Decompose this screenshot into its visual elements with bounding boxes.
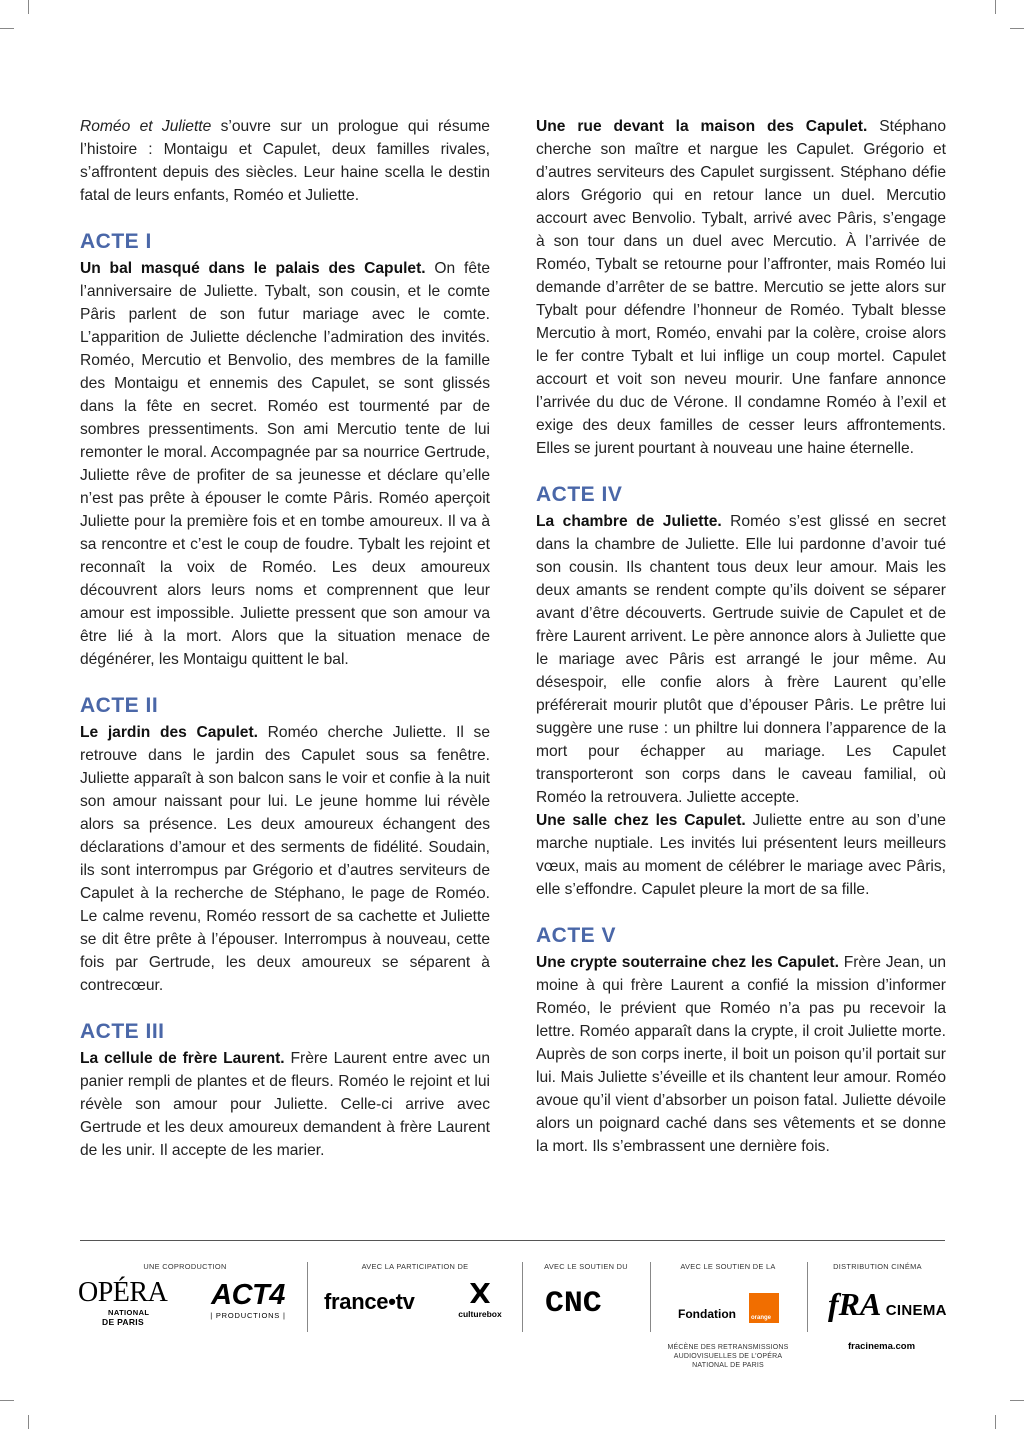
act4-logo — [203, 1280, 293, 1328]
crop-mark — [1010, 28, 1024, 29]
crop-mark — [0, 28, 14, 29]
culturebox-text: culturebox — [458, 1309, 502, 1319]
opera-logo-text: OPÉRA — [78, 1277, 168, 1308]
fra-text: fRA — [828, 1286, 882, 1322]
footer-rule — [80, 1240, 945, 1241]
act-2-scene-1 — [80, 721, 490, 997]
crop-mark — [0, 1400, 14, 1401]
scene-heading: La cellule de frère Laurent. — [80, 1050, 285, 1067]
crop-mark — [28, 1415, 29, 1429]
opera-logo-sub2: DE PARIS — [102, 1317, 144, 1327]
act4-logo-text: ACT4 — [211, 1279, 285, 1311]
culturebox-icon — [467, 1282, 493, 1304]
coproduction-label: UNE COPRODUCTION — [143, 1262, 227, 1271]
scene-text: Roméo cherche Juliette. Il se retrouve dans le jardin des Capulet sous sa fenêtre. Juliette apparaît à son balcon sans le voir et confie à la nuit son amour naissant pour lui. Le jeune homme lui révèle alors sa présence. Les deux amoureux échangent des déclarations d’amour et des serments de fidélité. Soudain, ils sont interrompus par Grégorio et d’autres serviteurs de Capulet à la recherche de Stéphano, le page de Roméo. Le calme revenu, Roméo ressort de sa cachette et Juliette se dit être prête à l’épouser. Interrompus à nouveau, cette fois par Gertrude, les deux amoureux se séparent à contrecœur. — [80, 724, 490, 994]
opera-logo-sub1: NATIONAL — [108, 1308, 150, 1317]
scene-text: Roméo s’est glissé en secret dans la chambre de Juliette. Elle lui pardonne d’avoir tué son cousin. Ils chantent tous deux leur amour. Mais les deux amants se rendent compte qu’ils doivent se séparer avant d’être découverts. Gertrude suivie de Capulet et de frère Laurent arrivent. Le père annonce alors à Juliette que le mariage avec Pâris est arrangé le jour même. Au désespoir, elle confie alors à frère Laurent qu’elle préférerait mourir plutôt que d’épouser Pâris. Le prêtre lui suggère une ruse : un philtre lui donnera l’apparence de la mort pour échapper au mariage. Les Capulet transporteront son corps dans le caveau familial, où Roméo la retrouvera. Juliette accepte. — [536, 513, 946, 806]
act-3-scene-1 — [80, 1047, 490, 1162]
scene-heading: Une salle chez les Capulet. — [536, 812, 746, 829]
francetv-logo: france•tv — [324, 1289, 415, 1314]
intro-title: Roméo et Juliette — [80, 118, 212, 135]
orange-text: orange — [751, 1315, 772, 1321]
act-5-title: ACTE V — [536, 924, 617, 947]
act-2-title: ACTE II — [80, 694, 159, 717]
fondation-orange-logo — [678, 1293, 782, 1323]
act-4-scene-1 — [536, 510, 946, 809]
opera-logo — [78, 1278, 182, 1330]
act4-logo-sub: | PRODUCTIONS | — [210, 1311, 286, 1320]
soutien-de-la-label: AVEC LE SOUTIEN DE LA — [680, 1262, 776, 1271]
cinema-text: CINEMA — [885, 1302, 947, 1319]
act-4-title: ACTE IV — [536, 483, 623, 506]
crop-mark — [28, 0, 29, 14]
intro-paragraph — [80, 115, 490, 207]
act-1-scene-1 — [80, 257, 490, 671]
cnc-logo — [545, 1287, 627, 1321]
distribution-label: DISTRIBUTION CINÉMA — [833, 1262, 922, 1271]
cnc-logo-text: CNC — [545, 1287, 602, 1321]
scene-heading: La chambre de Juliette. — [536, 513, 722, 530]
intro-text: s’ouvre sur un prologue qui résume l’histoire : Montaigu et Capulet, deux familles rivales, s’affrontent depuis des siècles. Leur haine scella le destin fatal de leurs enfants, Roméo et Juliette. — [80, 118, 490, 204]
footer-divider — [650, 1262, 651, 1332]
scene-text: Frère Jean, un moine à qui frère Laurent a confié la mission d’informer Roméo, le prévient que Roméo n’a pas pu recevoir la lettre. Roméo apparaît dans la crypte, il croit Juliette morte. Auprès de son corps inerte, il boit un poison qu’il portait sur lui. Mais Juliette s’éveille et ils chantent leur amour. Roméo avoue qu’il vient d’absorber un poison fatal. Juliette dévoile alors un poignard caché dans ses vêtements et se donne la mort. Ils s’embrassent une dernière fois. — [536, 954, 946, 1155]
fondation-description: MÉCÈNE DES RETRANSMISSIONS AUDIOVISUELLES DE L’OPÉRA NATIONAL DE PARIS — [667, 1344, 789, 1369]
fra-cinema-logo — [828, 1286, 948, 1326]
scene-heading: Une crypte souterraine chez les Capulet. — [536, 954, 839, 971]
scene-text: On fête l’anniversaire de Juliette. Tybalt, son cousin, et le comte Pâris parlent de son futur mariage avec le comte. L’apparition de Juliette déclenche l’admiration des invités. Roméo, Mercutio et Benvolio, des membres de la famille des Montaigu et ennemis des Capulet, se sont glissés dans la fête en secret. Roméo est tourmenté par de sombres pressentiments. Son ami Mercutio tente de lui remonter le moral. Accompagnée par sa nourrice Gertrude, Juliette rêve de profiter de sa jeunesse et déclare qu’elle n’est pas prête à épouser le comte Pâris. Roméo aperçoit Juliette pour la première fois et en tombe amoureux. Il va à sa rencontre et c’est le coup de foudre. Tybalt les rejoint et reconnaît la voix de Roméo. Les deux amoureux découvrent alors leurs noms et comprennent que leur amour est impossible. Juliette pressent que son amour va être lié à la mort. Alors que la situation menace de dégénérer, les Montaigu quittent le bal. — [80, 260, 490, 668]
left-column — [80, 115, 490, 1162]
scene-text: Frère Laurent entre avec un panier rempli de plantes et de fleurs. Roméo le rejoint et lui révèle son amour pour Juliette. Celle-ci arrive avec Gertrude et les deux amoureux demandent à frère Laurent de les unir. Il accepte de les marier. — [80, 1050, 490, 1159]
footer-divider — [522, 1262, 523, 1332]
act-4-scene-2 — [536, 809, 946, 901]
soutien-du-label: AVEC LE SOUTIEN DU — [544, 1262, 628, 1271]
scene-heading: Un bal masqué dans le palais des Capulet. — [80, 260, 426, 277]
footer-divider — [307, 1262, 308, 1332]
orange-square — [749, 1293, 779, 1323]
scene-heading: Une rue devant la maison des Capulet. — [536, 118, 868, 135]
footer-divider — [807, 1262, 808, 1332]
participation-label: AVEC LA PARTICIPATION DE — [361, 1262, 469, 1271]
scene-heading: Le jardin des Capulet. — [80, 724, 258, 741]
scene-text: Stéphano cherche son maître et nargue les Capulet. Grégorio et d’autres serviteurs des Capulet surgissent. Stéphano défie alors Grégorio qui en retour lance un duel. Mercutio accourt avec Benvolio. Tybalt, arrivé avec Pâris, s’engage à son tour dans un duel avec Mercutio. À l’arrivée de Roméo, Tybalt se retourne pour l’affronter, mais Roméo lui demande d’arrêter de se battre. Mercutio se jette alors sur Tybalt pour défendre l’honneur de Roméo. Tybalt blesse Mercutio à mort, Roméo, envahi par la colère, croise alors le fer contre Tybalt et lui inflige un coup mortel. Capulet accourt et voit son neveu mourir. Une fanfare annonce l’arrivée du duc de Vérone. Il condamne Roméo à l’exil et exige des deux familles de cesser leurs affrontements. Elles se jurent pourtant à nouveau une haine éternelle. — [536, 118, 946, 457]
culturebox-logo — [452, 1282, 508, 1319]
crop-mark — [1010, 1400, 1024, 1401]
right-column — [536, 115, 946, 1158]
act-1-title: ACTE I — [80, 230, 152, 253]
fondation-text: Fondation — [678, 1307, 736, 1321]
scene-text: Juliette entre au son d’une marche nuptiale. Les invités lui présentent leurs meilleurs vœux, mais au moment de célébrer le mariage avec Pâris, elle s’effondre. Capulet pleure la mort de sa fille. — [536, 812, 946, 898]
crop-mark — [995, 0, 996, 14]
act-5-scene-1 — [536, 951, 946, 1158]
act-3-title: ACTE III — [80, 1020, 165, 1043]
act-3-scene-2 — [536, 115, 946, 460]
crop-mark — [995, 1415, 996, 1429]
fra-url: fracinema.com — [848, 1341, 916, 1352]
